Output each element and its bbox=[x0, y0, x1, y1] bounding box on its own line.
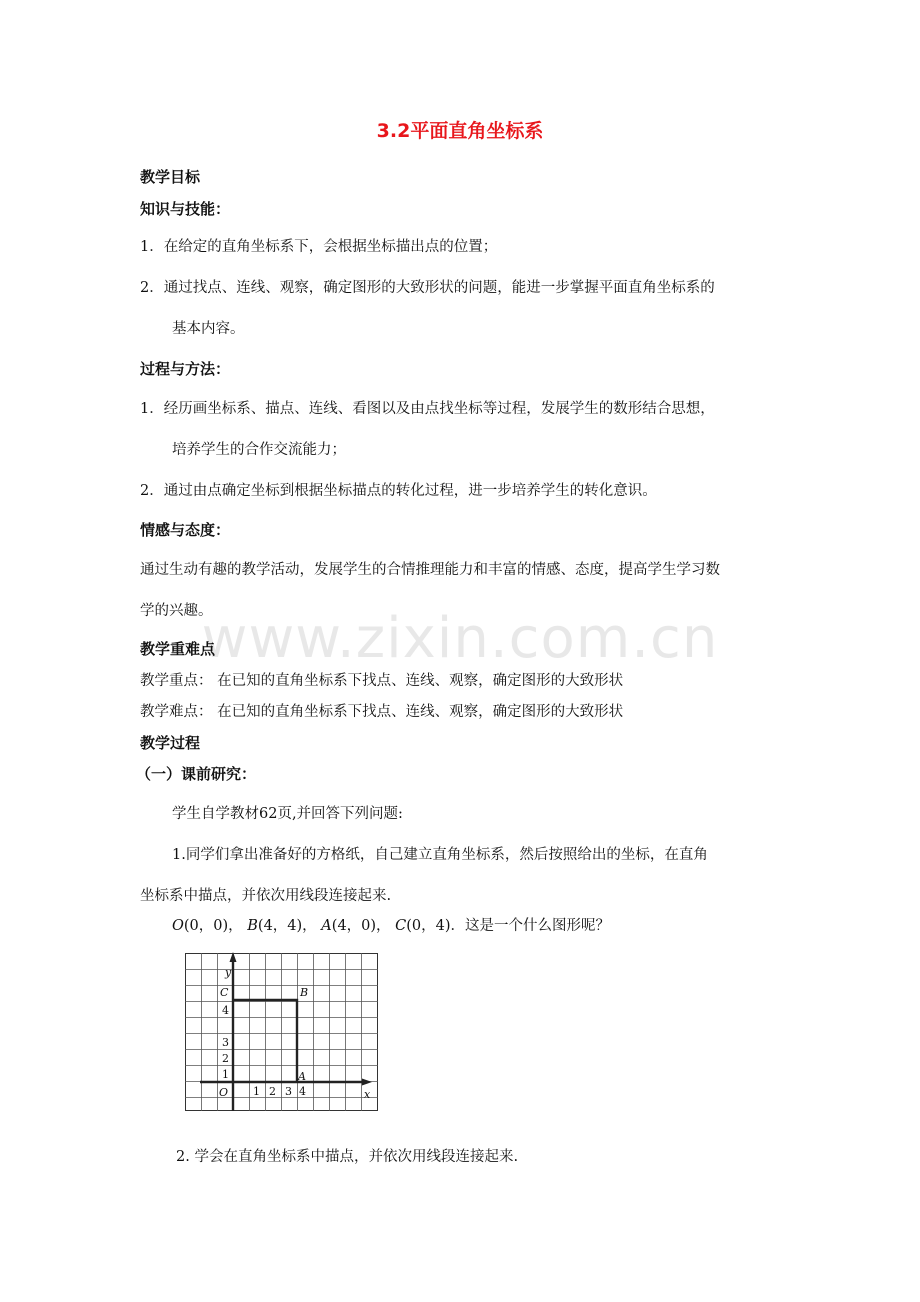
point-c-label: C bbox=[220, 986, 229, 999]
question-2: 2. 学会在直角坐标系中描点，并依次用线段连接起来. bbox=[176, 1149, 519, 1165]
self-study-text: 学生自学教材62页,并回答下列问题: bbox=[172, 806, 403, 822]
difficulty-text: 教学难点： 在已知的直角坐标系下找点、连线、观察，确定图形的大致形状 bbox=[140, 704, 624, 720]
keypoint-text: 教学重点： 在已知的直角坐标系下找点、连线、观察，确定图形的大致形状 bbox=[140, 673, 624, 689]
coord-label-a: A bbox=[321, 918, 332, 934]
x-axis-label: x bbox=[364, 1088, 371, 1101]
square-outline bbox=[233, 1000, 297, 1082]
y-tick-labels bbox=[222, 1004, 229, 1081]
y-tick-1: 1 bbox=[222, 1068, 229, 1081]
keypoints-heading: 教学重难点 bbox=[140, 640, 216, 658]
watermark: www.zixin.com.cn bbox=[201, 606, 719, 671]
x-tick-labels bbox=[253, 1085, 306, 1098]
coord-label-c: C bbox=[395, 918, 407, 934]
coord-value-c: (0，4)．这是一个什么图形呢？ bbox=[406, 918, 611, 934]
pre-study-heading: （一）课前研究： bbox=[136, 765, 257, 783]
x-tick-1: 1 bbox=[253, 1085, 260, 1098]
knowledge-item-2-cont: 基本内容。 bbox=[172, 321, 245, 337]
coord-value-a: (4，0)， bbox=[331, 918, 391, 934]
y-tick-4: 4 bbox=[222, 1004, 229, 1017]
knowledge-item-2: 2．通过找点、连线、观察，确定图形的大致形状的问题，能进一步掌握平面直角坐标系的 bbox=[140, 280, 715, 296]
y-tick-2: 2 bbox=[222, 1052, 229, 1065]
point-a-label: A bbox=[298, 1070, 306, 1083]
coord-value-b: (4，4)， bbox=[257, 918, 317, 934]
process-item-1-cont: 培养学生的合作交流能力； bbox=[172, 442, 346, 458]
origin-label: O bbox=[219, 1086, 229, 1099]
objectives-heading: 教学目标 bbox=[140, 168, 201, 186]
page-title: 3.2平面直角坐标系 bbox=[376, 120, 544, 142]
grid-lines bbox=[185, 953, 378, 1111]
point-b-label: B bbox=[300, 986, 309, 999]
x-tick-4: 4 bbox=[299, 1085, 306, 1098]
emotion-heading: 情感与态度： bbox=[140, 521, 231, 539]
process-heading: 过程与方法： bbox=[140, 360, 231, 378]
procedure-heading: 教学过程 bbox=[140, 734, 201, 752]
emotion-text: 通过生动有趣的教学活动，发展学生的合情推理能力和丰富的情感、态度，提高学生学习数 bbox=[140, 562, 720, 578]
y-tick-3: 3 bbox=[222, 1036, 229, 1049]
knowledge-heading: 知识与技能： bbox=[140, 200, 231, 218]
y-axis-label: y bbox=[225, 966, 232, 979]
emotion-text-cont: 学的兴趣。 bbox=[140, 603, 213, 619]
process-item-2: 2．通过由点确定坐标到根据坐标描点的转化过程，进一步培养学生的转化意识。 bbox=[140, 483, 657, 499]
question-1: 1.同学们拿出准备好的方格纸，自己建立直角坐标系，然后按照给出的坐标，在直角 bbox=[172, 847, 708, 863]
knowledge-item-1: 1．在给定的直角坐标系下，会根据坐标描出点的位置； bbox=[140, 239, 498, 255]
coordinate-grid-figure bbox=[180, 948, 385, 1118]
x-tick-3: 3 bbox=[285, 1085, 292, 1098]
process-item-1: 1．经历画坐标系、描点、连线、看图以及由点找坐标等过程，发展学生的数形结合思想， bbox=[140, 401, 715, 417]
coord-value-o: (0，0)， bbox=[183, 918, 243, 934]
x-tick-2: 2 bbox=[269, 1085, 276, 1098]
coord-label-o: O bbox=[172, 918, 184, 934]
coord-label-b: B bbox=[247, 918, 258, 934]
question-1-cont: 坐标系中描点，并依次用线段连接起来. bbox=[140, 888, 392, 904]
coordinate-list bbox=[172, 914, 610, 935]
